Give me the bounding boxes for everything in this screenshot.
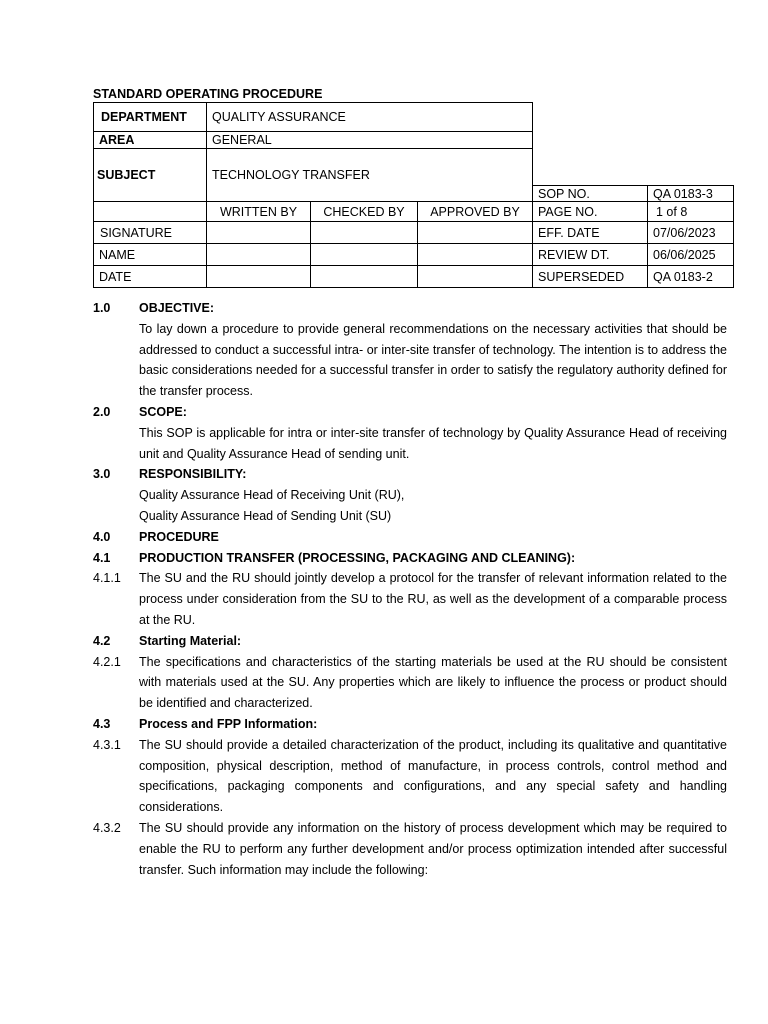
subject-row-top [94, 149, 734, 186]
eff-date-label: EFF. DATE [533, 222, 648, 244]
area-label: AREA [94, 132, 207, 149]
roles-row [94, 202, 734, 222]
document-title: STANDARD OPERATING PROCEDURE [93, 87, 323, 101]
blank-cell [94, 202, 207, 222]
name-approved-cell [418, 244, 533, 266]
written-by-header: WRITTEN BY [207, 202, 311, 222]
section-4-2-1: 4.2.1 The specifications and characteristics of the starting materials be used at the RU should be consistent with materials used at the SU. Any properties which are likely to influence the process or product should be identified and characterized. [93, 654, 727, 711]
review-date-value: 06/06/2025 [648, 244, 734, 266]
sop-no-label: SOP NO. [533, 186, 648, 202]
section-objective-text: To lay down a procedure to provide general recommendations on the necessary activities that should be addressed to conduct a successful intra- or inter-site transfer of technology. The intention is to address the basic considerations needed for a successful transfer in order to satisfy the regulatory authority defined for the transfer process. [139, 321, 727, 399]
date-row [94, 266, 734, 288]
signature-row [94, 222, 734, 244]
section-4-1-heading: 4.1 PRODUCTION TRANSFER (PROCESSING, PACKAGING AND CLEANING): [93, 550, 576, 565]
review-date-label: REVIEW DT. [533, 244, 648, 266]
name-row [94, 244, 734, 266]
signature-checked-cell [311, 222, 418, 244]
section-scope-text: This SOP is applicable for intra or inter-site transfer of technology by Quality Assurance Head of receiving unit and Quality Assurance Head of sending unit. [139, 425, 727, 461]
section-4-3-heading: 4.3 Process and FPP Information: [93, 716, 318, 731]
section-procedure-heading: 4.0 PROCEDURE [93, 529, 219, 544]
name-written-cell [207, 244, 311, 266]
department-value: QUALITY ASSURANCE [207, 103, 533, 132]
approved-by-header: APPROVED BY [418, 202, 533, 222]
section-4-1-1: 4.1.1 The SU and the RU should jointly develop a protocol for the transfer of relevant information related to the process under consideration from the SU to the RU, as well as the development of a comparable process at the RU. [93, 571, 727, 627]
responsibility-line-2: Quality Assurance Head of Sending Unit (SU) [139, 508, 392, 523]
signature-approved-cell [418, 222, 533, 244]
checked-by-header: CHECKED BY [311, 202, 418, 222]
superseded-label: SUPERSEDED [533, 266, 648, 288]
eff-date-value: 07/06/2023 [648, 222, 734, 244]
signature-label: SIGNATURE [94, 222, 207, 244]
section-4-3-2: 4.3.2 The SU should provide any information on the history of process development which may be required to enable the RU to perform any further development and/or process optimization intended after successful transfer. Such information may include the following: [93, 820, 727, 877]
date-approved-cell [418, 266, 533, 288]
date-checked-cell [311, 266, 418, 288]
area-row [94, 132, 734, 149]
section-objective-heading: 1.0 OBJECTIVE: [93, 301, 215, 315]
page-no-label: PAGE NO. [533, 202, 648, 222]
subject-label: SUBJECT [94, 149, 207, 202]
name-checked-cell [311, 244, 418, 266]
document-body [93, 298, 727, 880]
date-label: DATE [94, 266, 207, 288]
responsibility-line-1: Quality Assurance Head of Receiving Unit (RU), [139, 488, 405, 503]
sop-header-table [93, 102, 734, 288]
date-written-cell [207, 266, 311, 288]
department-label: DEPARTMENT [94, 103, 207, 132]
name-label: NAME [94, 244, 207, 266]
department-row [94, 103, 734, 132]
signature-written-cell [207, 222, 311, 244]
section-scope-heading: 2.0 SCOPE: [93, 404, 187, 419]
page-no-value: 1 of 8 [648, 202, 734, 222]
superseded-value: QA 0183-2 [648, 266, 734, 288]
area-value: GENERAL [207, 132, 533, 149]
subject-value: TECHNOLOGY TRANSFER [207, 149, 533, 202]
section-responsibility-heading: 3.0 RESPONSIBILITY: [93, 467, 247, 482]
section-4-3-1: 4.3.1 The SU should provide a detailed characterization of the product, including its qualitative and quantitative composition, physical description, method of manufacture, in process controls, control method and specifications, packaging components and configurations, and any special safety and handling considerations. [93, 737, 727, 815]
sop-no-value: QA 0183-3 [648, 186, 734, 202]
section-4-2-heading: 4.2 Starting Material: [93, 633, 242, 648]
